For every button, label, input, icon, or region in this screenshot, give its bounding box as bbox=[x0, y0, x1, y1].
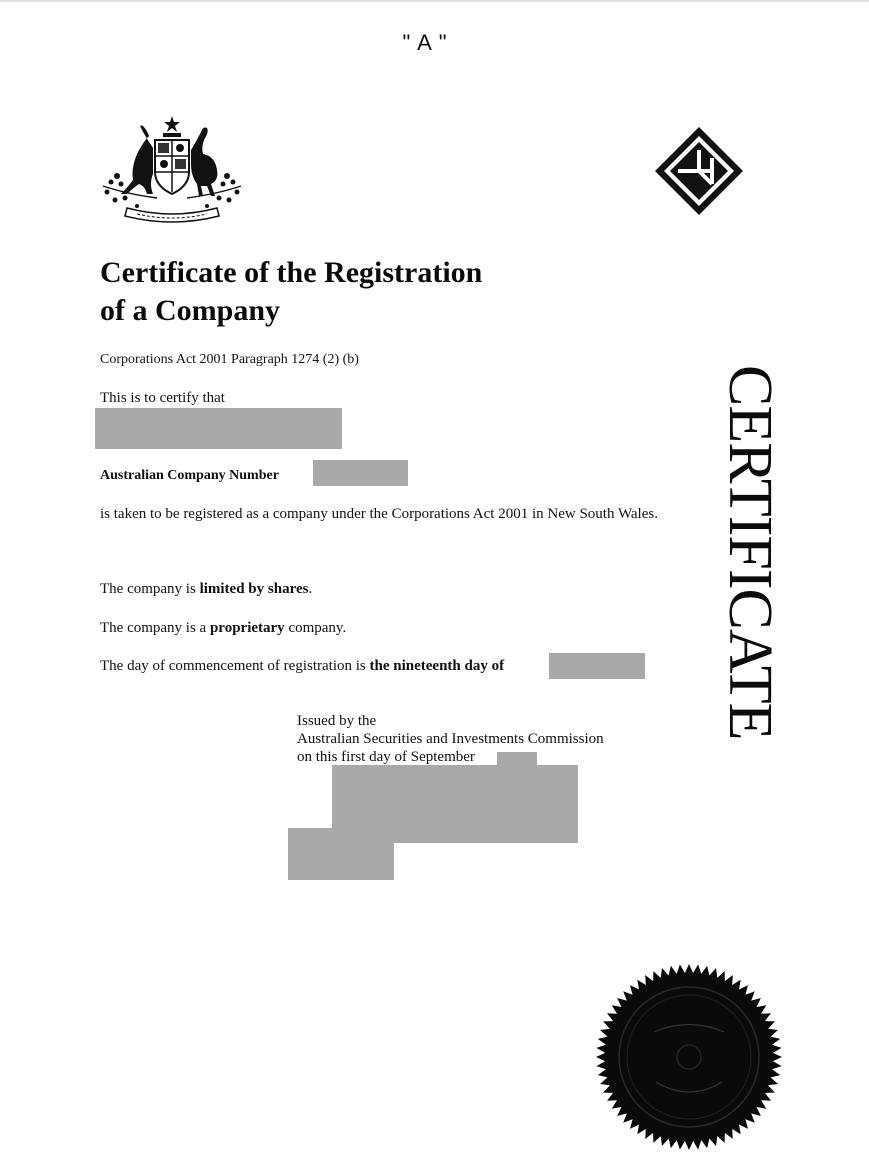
issued-by-block bbox=[297, 712, 604, 766]
proprietary-suffix: company. bbox=[284, 620, 347, 636]
commencement-prefix: The day of commencement of registration is bbox=[100, 658, 370, 674]
certify-intro: This is to certify that bbox=[100, 390, 225, 406]
proprietary-statement bbox=[100, 619, 346, 637]
issued-line-2: Australian Securities and Investments Commission bbox=[297, 731, 604, 747]
commencement-emphasis: the nineteenth day of bbox=[369, 658, 505, 674]
certificate-title-line-2: of a Company bbox=[100, 294, 281, 327]
certificate-title-line-1: Certificate of the Registration bbox=[100, 256, 483, 289]
proprietary-prefix: The company is a bbox=[100, 620, 210, 636]
annotation-mark: " A " bbox=[402, 30, 448, 55]
official-seal-icon bbox=[594, 962, 784, 1152]
top-edge-rule bbox=[0, 0, 869, 2]
redacted-signatory bbox=[288, 828, 394, 880]
issued-line-3: on this first day of September bbox=[297, 749, 475, 765]
proprietary-emphasis: proprietary bbox=[209, 620, 285, 636]
coat-of-arms-icon bbox=[97, 114, 247, 226]
certificate-side-text: CERTIFICATE bbox=[716, 365, 784, 740]
act-reference: Corporations Act 2001 Paragraph 1274 (2) (b) bbox=[100, 352, 359, 367]
commencement-statement bbox=[100, 657, 504, 675]
redacted-commencement-date bbox=[549, 653, 645, 679]
issued-line-1: Issued by the bbox=[297, 713, 377, 729]
certificate-title bbox=[100, 254, 620, 330]
limited-prefix: The company is bbox=[100, 581, 200, 597]
redacted-acn bbox=[313, 460, 408, 486]
limited-suffix: . bbox=[308, 581, 313, 597]
limited-by-shares-statement bbox=[100, 580, 312, 598]
limited-emphasis: limited by shares bbox=[199, 581, 309, 597]
certificate-side-label bbox=[716, 365, 784, 875]
redacted-company-name bbox=[95, 408, 342, 449]
acn-label: Australian Company Number bbox=[100, 468, 279, 483]
asic-diamond-logo-icon bbox=[654, 126, 744, 216]
registration-statement: is taken to be registered as a company under the Corporations Act 2001 in New South Wales. bbox=[100, 506, 658, 522]
